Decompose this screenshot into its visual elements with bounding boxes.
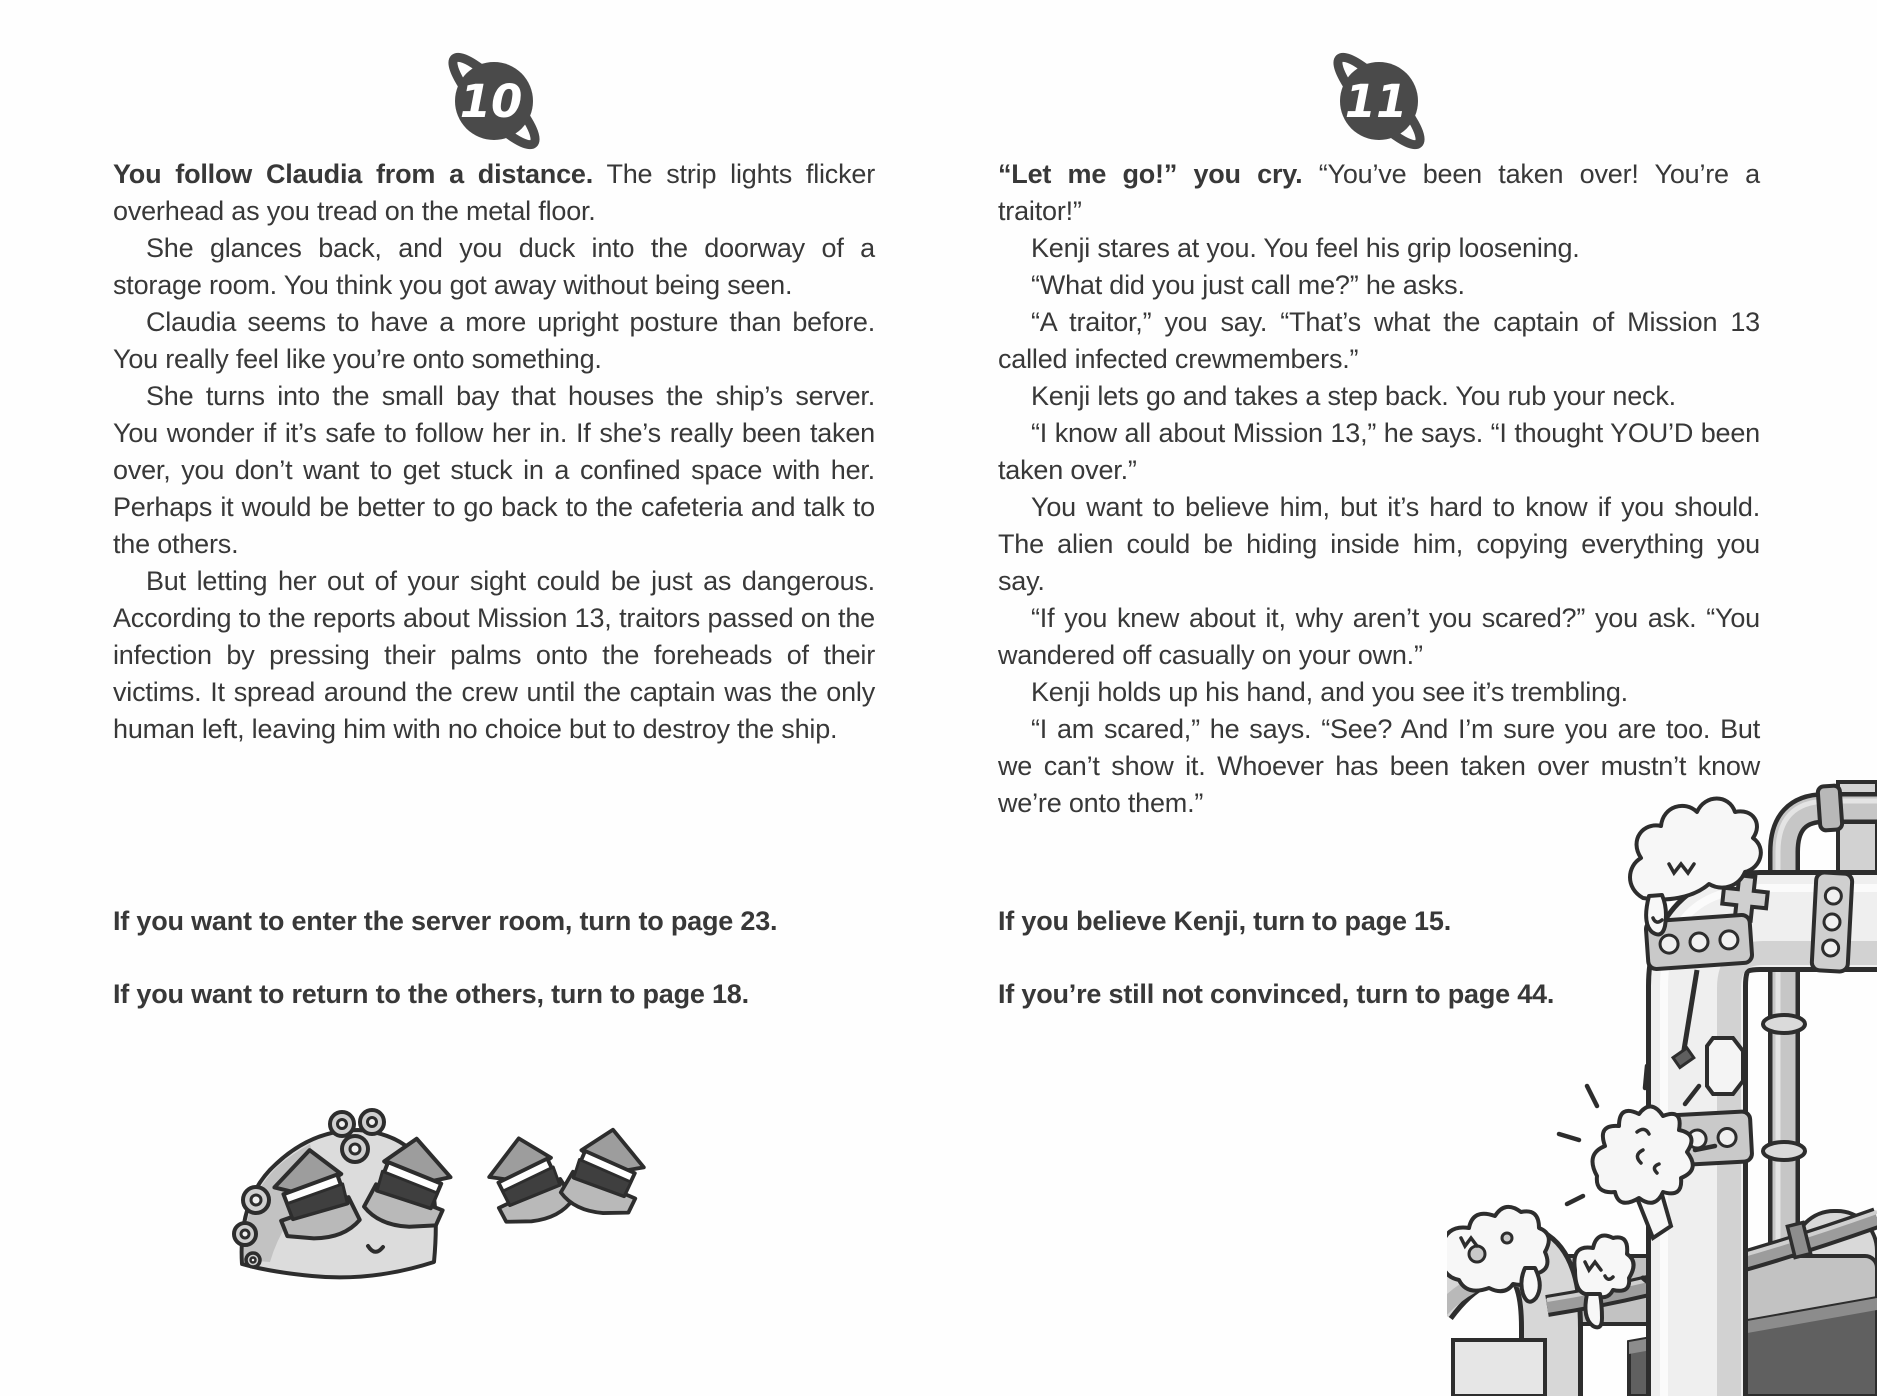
- pipe-ring: [1763, 1015, 1805, 1033]
- story-paragraph: [113, 304, 875, 378]
- paragraph-text: She turns into the small bay that houses the ship’s server. You wonder if it’s safe to follow her in. If she’s really been taken over, you don’t want to get stuck in a confined space with her. Perhaps it would be better to go back to the cafeteria and talk to the others.: [113, 381, 875, 559]
- paragraph-text: She glances back, and you duck into the doorway of a storage room. You think you got away without being seen.: [113, 233, 875, 300]
- paragraph-text: “What did you just call me?” he asks.: [1031, 270, 1465, 300]
- paragraph-lead: “Let me go!” you cry.: [998, 159, 1303, 189]
- pipe-foot: [1453, 1340, 1545, 1396]
- pipe-coupling: [1817, 785, 1842, 830]
- floating-eye-pair: [482, 1122, 650, 1230]
- story-paragraph: [998, 378, 1760, 415]
- pipe-ring: [1763, 1142, 1805, 1160]
- story-paragraph: [113, 156, 875, 230]
- story-paragraph: [113, 563, 875, 748]
- story-paragraph: [998, 267, 1760, 304]
- story-text: [113, 156, 875, 748]
- choice-instruction: If you believe Kenji, turn to page 15.: [998, 906, 1451, 936]
- paragraph-lead: You follow Claudia from a distance.: [113, 159, 594, 189]
- choice-instruction: If you want to enter the server room, turn to page 23.: [113, 906, 778, 936]
- choice-instruction: If you want to return to the others, turn to page 18.: [113, 979, 749, 1009]
- angry-alien-eyes-illustration: [222, 1100, 652, 1300]
- paragraph-text: Kenji lets go and takes a step back. You rub your neck.: [1031, 381, 1676, 411]
- paragraph-text: Kenji stares at you. You feel his grip loosening.: [1031, 233, 1580, 263]
- planet-page-badge: [1316, 40, 1442, 162]
- leaking-pipes-illustration: [1447, 636, 1877, 1396]
- story-paragraph: [998, 230, 1760, 267]
- story-paragraph: [998, 304, 1760, 378]
- paragraph-text: “I know all about Mission 13,” he says. “I thought YOU’D been taken over.”: [998, 418, 1760, 485]
- paragraph-text: “I am scared,” he says. “See? And I’m sure you are too. But we can’t show it. Whoever has been taken over mustn’t know we’re onto them.”: [998, 714, 1760, 818]
- paragraph-text: The strip lights flicker overhead as you tread on the metal floor.: [113, 159, 875, 226]
- page-number: 11: [1344, 75, 1408, 128]
- access-panel: [1707, 1038, 1743, 1094]
- story-paragraph: [998, 415, 1760, 489]
- story-paragraph: [113, 378, 875, 563]
- bolt-collar: [1811, 872, 1852, 972]
- paragraph-text: “You’ve been taken over! You’re a traitor!”: [998, 159, 1760, 226]
- page-number: 10: [459, 75, 523, 128]
- choice-list: [113, 903, 875, 1012]
- planet-page-badge: [431, 40, 557, 162]
- paragraph-text: But letting her out of your sight could be just as dangerous. According to the reports about Mission 13, traitors passed on the infection by pressing their palms onto the foreheads of their victims. It spread around the crew until the captain was the only human left, leaving him with no choice but to destroy the ship.: [113, 566, 875, 744]
- goo-foam-lower: [1447, 1207, 1549, 1302]
- story-paragraph: [998, 156, 1760, 230]
- paragraph-text: “If you knew about it, why aren’t you scared?” you ask. “You wandered off casually on your own.”: [998, 603, 1760, 670]
- paragraph-text: Kenji holds up his hand, and you see it’s trembling.: [1031, 677, 1628, 707]
- paragraph-text: You want to believe him, but it’s hard to know if you should. The alien could be hiding inside him, copying everything you say.: [998, 492, 1760, 596]
- story-paragraph: [113, 230, 875, 304]
- choice-instruction: If you’re still not convinced, turn to page 44.: [998, 979, 1555, 1009]
- paragraph-text: “A traitor,” you say. “That’s what the captain of Mission 13 called infected crewmembers.”: [998, 307, 1760, 374]
- story-paragraph: [998, 489, 1760, 600]
- paragraph-text: Claudia seems to have a more upright posture than before. You really feel like you’re onto something.: [113, 307, 875, 374]
